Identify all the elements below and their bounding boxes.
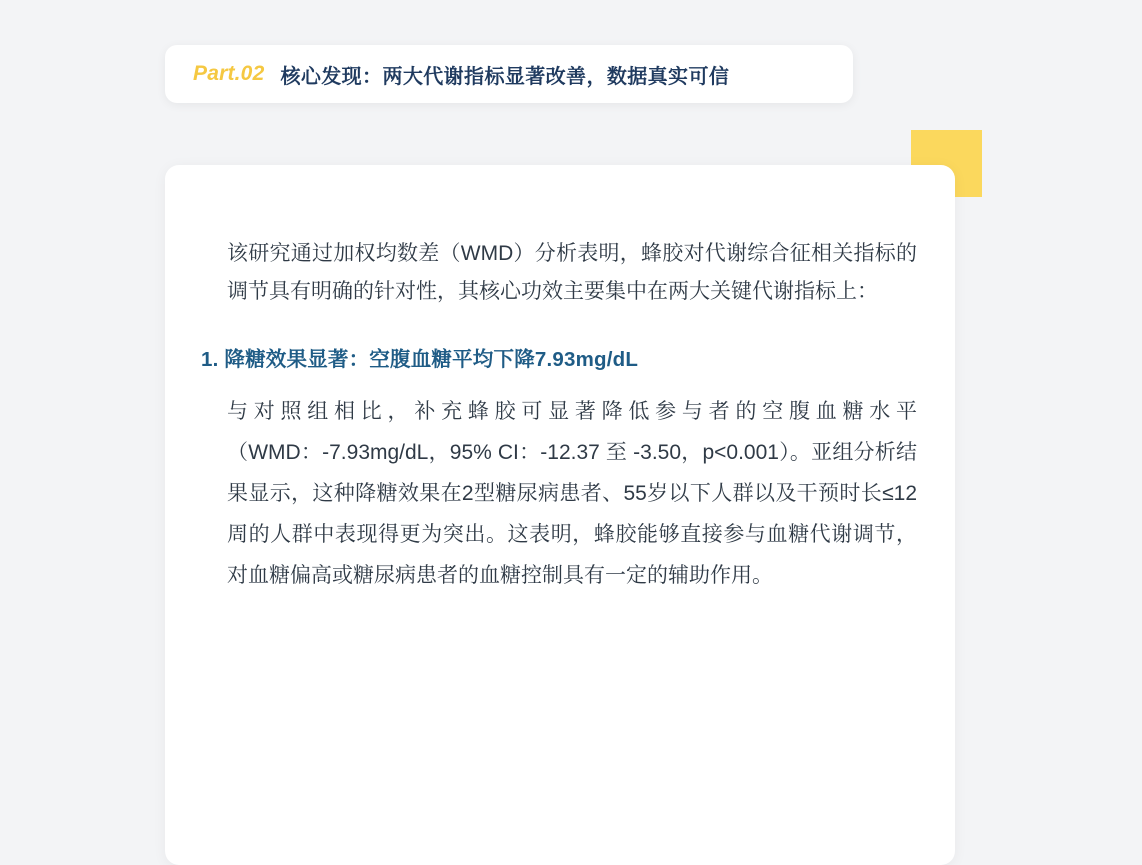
- page-title: 核心发现：两大代谢指标显著改善，数据真实可信: [280, 65, 730, 88]
- part-label: Part.02: [193, 62, 265, 85]
- section-heading-1: 1. 降糖效果显著：空腹血糖平均下降7.93mg/dL: [201, 348, 639, 371]
- content-card: [165, 165, 955, 865]
- section-body-1: 与对照组相比，补充蜂胶可显著降低参与者的空腹血糖水平（WMD：-7.93mg/dL，95% CI：-12.37 至 -3.50，p<0.001）。亚组分析结果显示，这种降糖效果在2型糖尿病患者、55岁以下人群以及干预时长≤12周的人群中表现得更为突出。这表明，蜂胶能够直接参与血糖代谢调节，对血糖偏高或糖尿病患者的血糖控制具有一定的辅助作用。: [227, 400, 917, 587]
- section-header-card: [165, 45, 853, 103]
- intro-paragraph: 该研究通过加权均数差（WMD）分析表明，蜂胶对代谢综合征相关指标的调节具有明确的针对性，其核心功效主要集中在两大关键代谢指标上：: [227, 242, 917, 303]
